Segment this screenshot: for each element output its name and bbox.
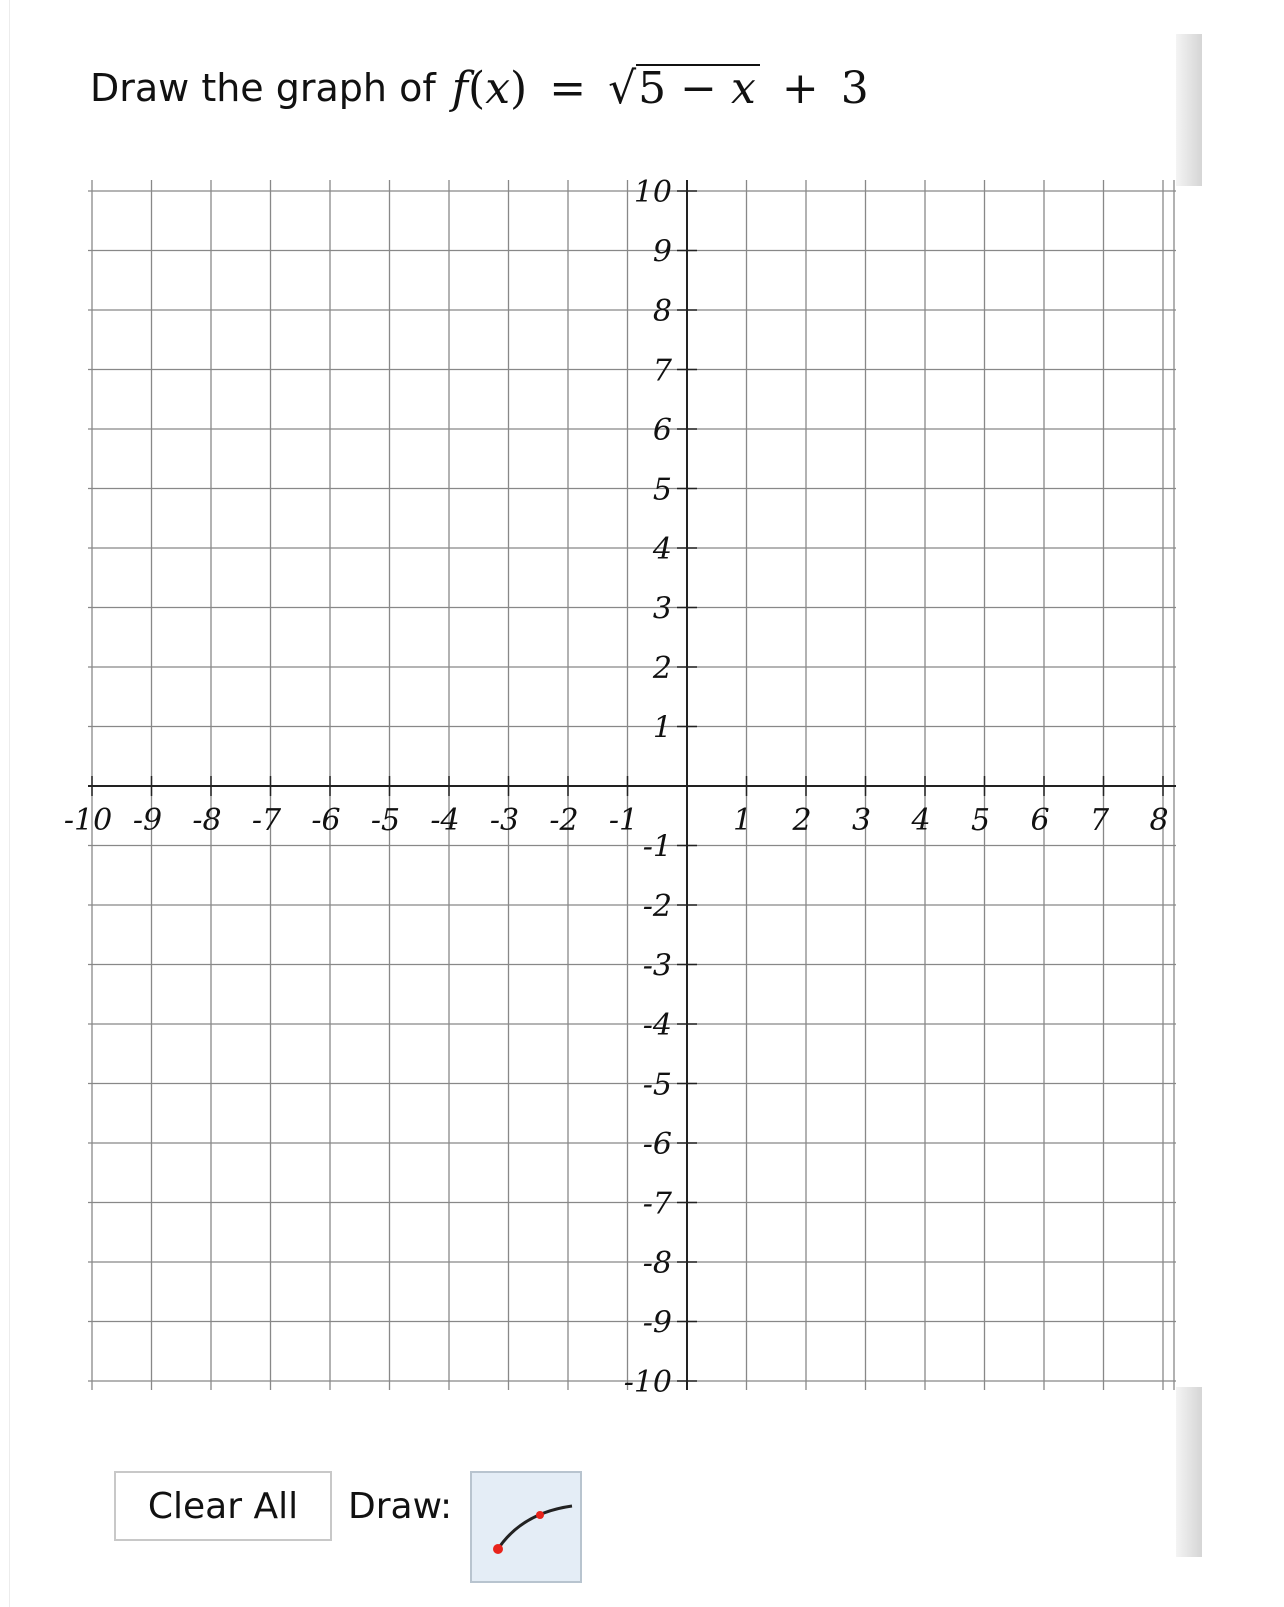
question-prompt: Draw the graph of — [90, 66, 436, 110]
x-tick-label: -3 — [489, 803, 520, 838]
question-text — [90, 58, 869, 118]
function-name: f — [451, 62, 469, 114]
function-variable: x — [485, 62, 511, 114]
x-tick-label: 6 — [1030, 803, 1050, 838]
clear-all-button[interactable]: Clear All — [114, 1471, 332, 1541]
y-tick-label: -2 — [642, 889, 672, 924]
radicand-constant: 5 — [638, 62, 667, 114]
curve-tool-button[interactable] — [470, 1471, 582, 1583]
y-tick-label: 8 — [652, 294, 672, 329]
y-tick-label: 10 — [633, 175, 672, 210]
y-tick-label: 5 — [652, 472, 672, 508]
x-tick-label: -7 — [251, 803, 282, 838]
x-tick-label: 1 — [732, 803, 753, 838]
x-tick-label: 5 — [970, 803, 991, 838]
function-formula — [452, 63, 869, 114]
sqrt-icon: √ — [608, 62, 637, 114]
scrollbar-thumb-bottom[interactable] — [1176, 1387, 1202, 1557]
y-tick-label: -3 — [642, 948, 672, 984]
x-tick-label: -2 — [549, 803, 579, 838]
page-edge — [9, 0, 10, 1607]
y-tick-label: -4 — [642, 1008, 672, 1043]
x-tick-label: 7 — [1089, 803, 1110, 838]
y-tick-label: 2 — [652, 651, 672, 686]
graph-toolbar — [114, 1429, 582, 1583]
equals-sign: = — [549, 62, 587, 114]
x-tick-label: 2 — [792, 803, 812, 838]
x-tick-label: 4 — [911, 803, 931, 838]
x-tick-label: -4 — [430, 803, 460, 838]
x-tick-label: -10 — [63, 803, 113, 838]
x-tick-label: -9 — [132, 803, 163, 838]
y-tick-label: 4 — [652, 532, 672, 567]
curve-tool-start-point — [493, 1544, 503, 1554]
open-paren: ( — [468, 62, 486, 114]
x-tick-label: -8 — [192, 803, 222, 838]
y-tick-label: -5 — [642, 1067, 672, 1103]
y-tick-label: 6 — [652, 413, 672, 448]
y-tick-label: -10 — [623, 1365, 672, 1400]
draw-label: Draw: — [348, 1485, 453, 1527]
x-tick-label: 3 — [851, 803, 872, 838]
y-tick-label: 3 — [652, 591, 672, 627]
y-tick-label: 7 — [652, 353, 672, 389]
y-tick-label: 1 — [652, 710, 672, 746]
y-tick-label: -8 — [642, 1246, 672, 1281]
curve-tool-icon — [472, 1473, 580, 1581]
radicand — [636, 64, 760, 112]
y-tick-label: -7 — [642, 1186, 672, 1222]
x-tick-label: -1 — [608, 803, 639, 838]
y-tick-label: -6 — [642, 1127, 672, 1162]
y-tick-label: 9 — [652, 234, 672, 270]
radicand-variable: x — [730, 62, 756, 114]
curve-tool-control-point — [536, 1511, 544, 1519]
vertical-offset: 3 — [840, 62, 869, 114]
plus-sign: + — [781, 62, 819, 114]
close-paren: ) — [510, 62, 528, 114]
x-tick-label: -5 — [370, 803, 401, 838]
graph-area[interactable] — [63, 175, 1176, 1400]
x-tick-label: 8 — [1149, 803, 1169, 838]
curve-tool-stroke — [498, 1506, 572, 1549]
radicand-operator: − — [680, 62, 717, 114]
y-tick-label: -9 — [642, 1305, 672, 1341]
scrollbar-thumb-top[interactable] — [1176, 34, 1202, 186]
y-tick-label: -1 — [642, 829, 672, 865]
x-tick-label: -6 — [311, 803, 341, 838]
